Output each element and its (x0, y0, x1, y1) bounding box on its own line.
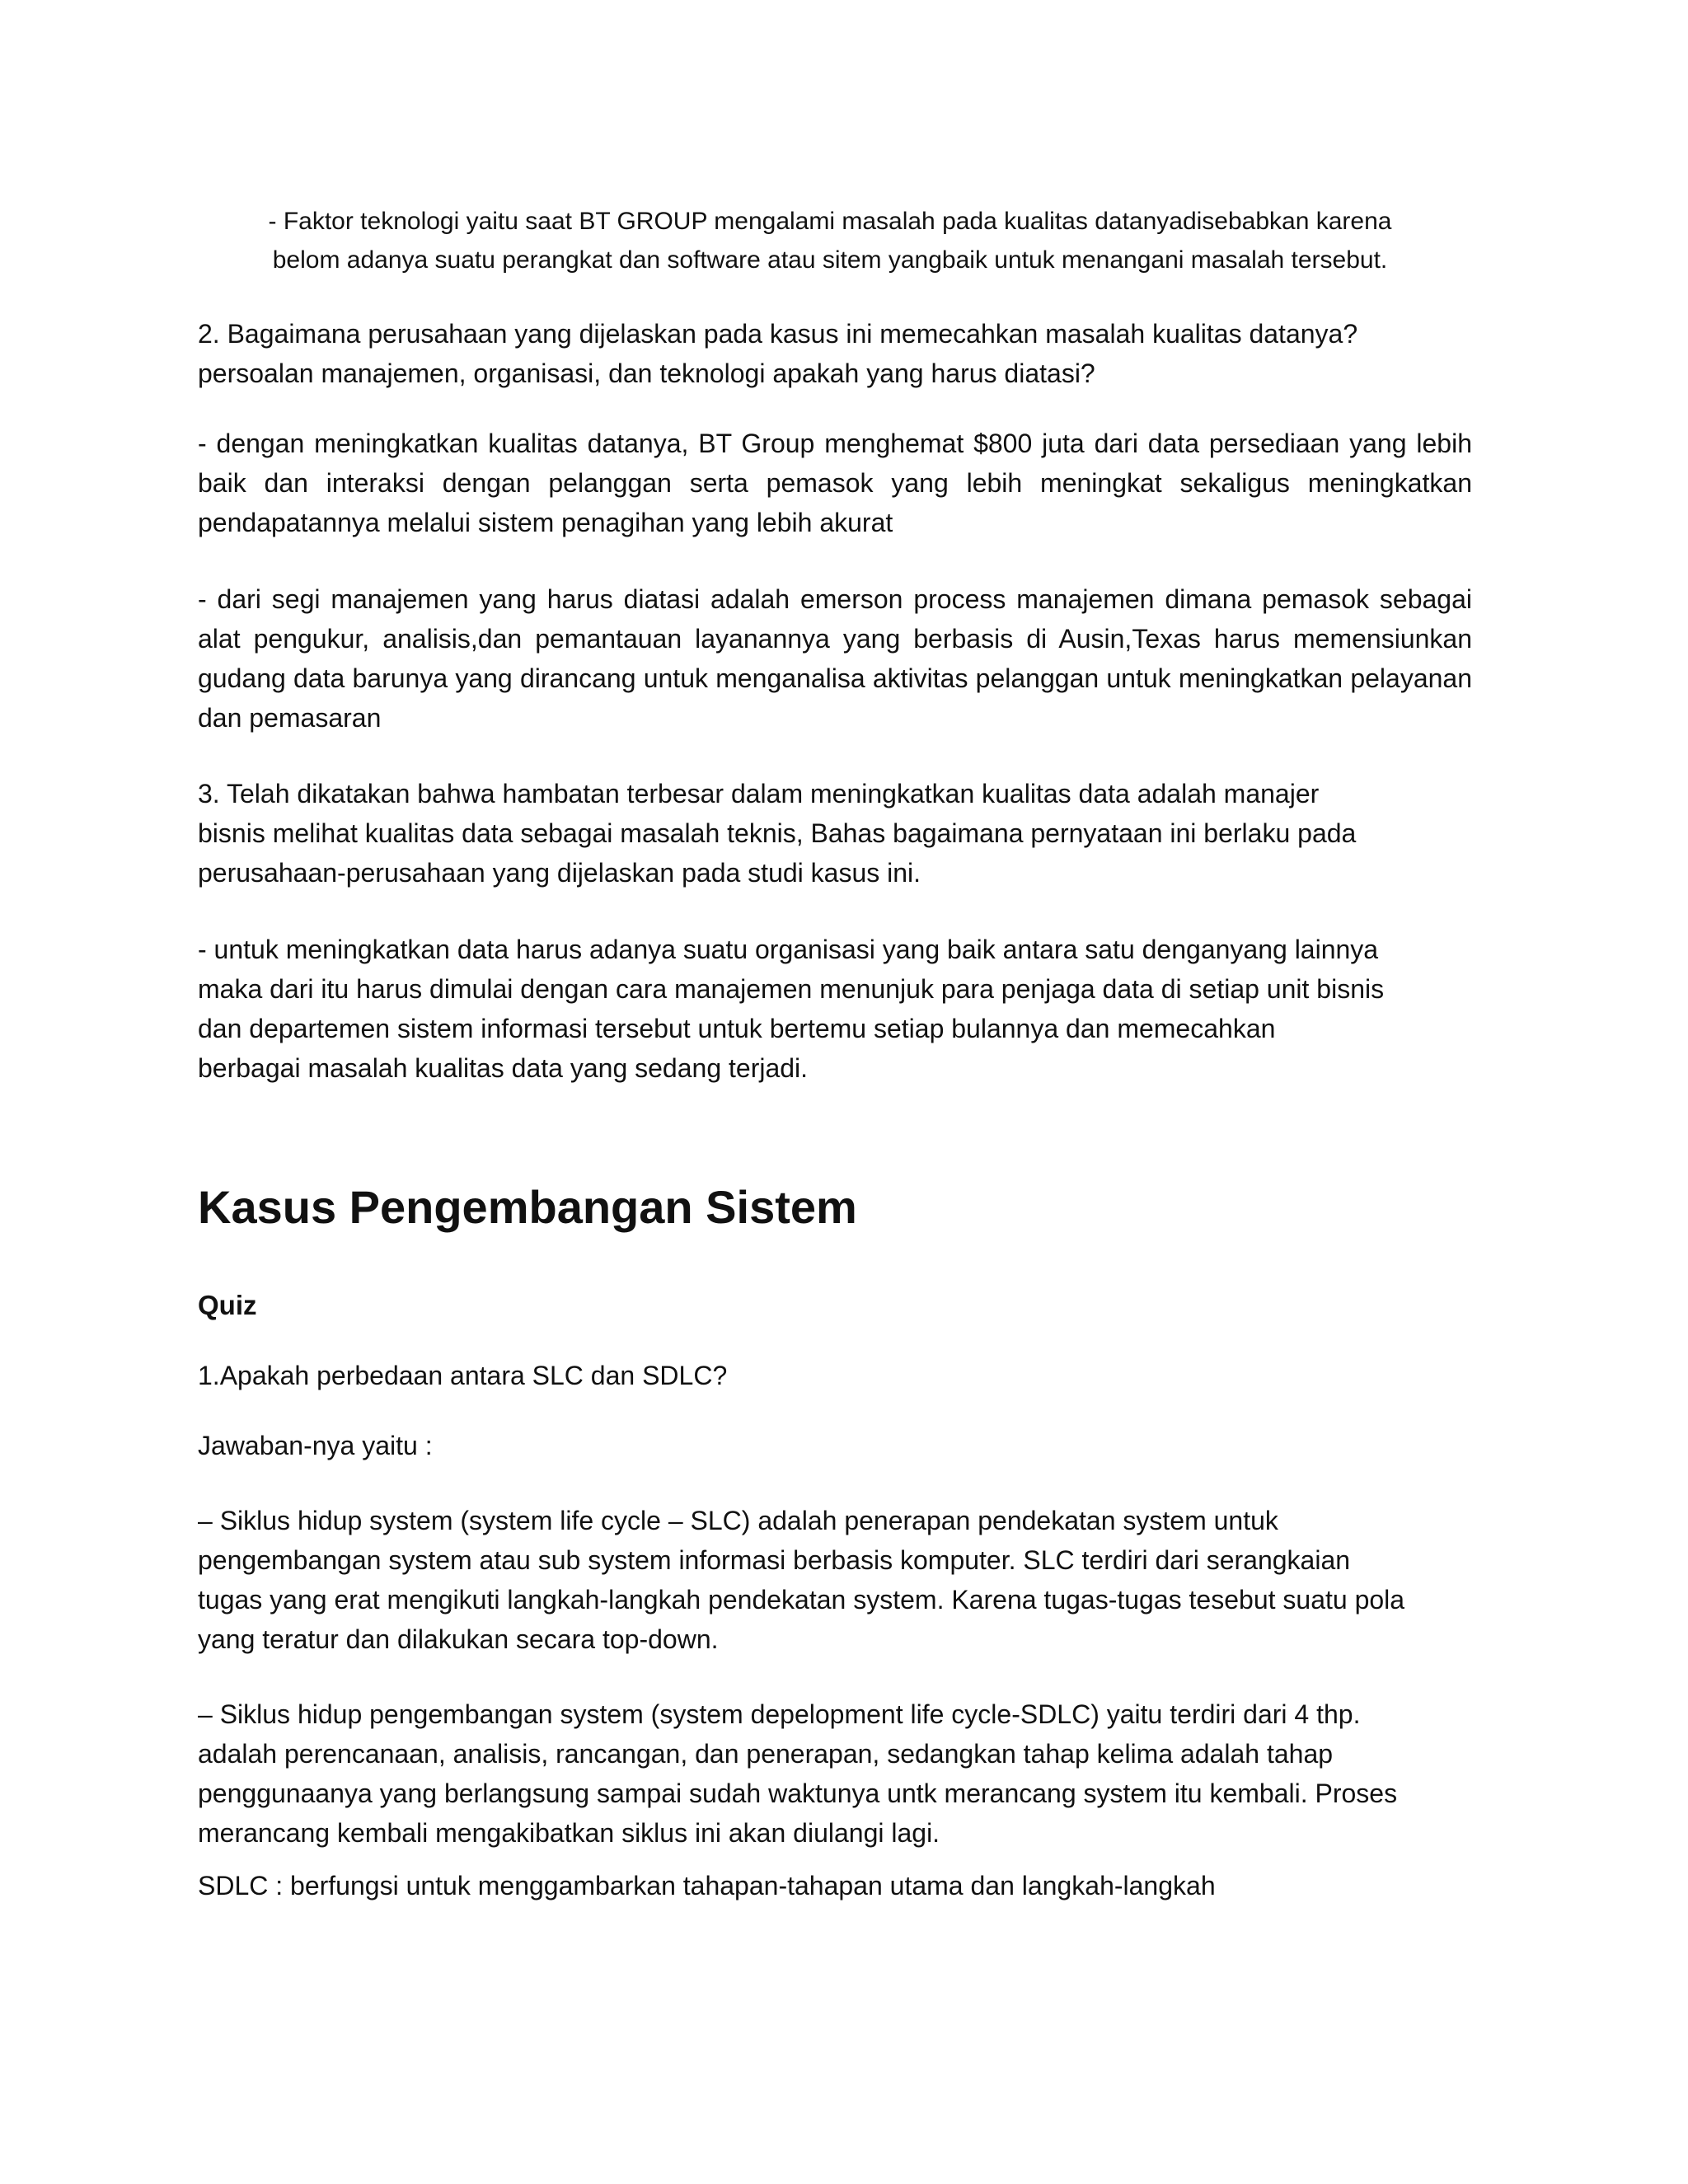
sdlc-paragraph (198, 1694, 1472, 1853)
section-heading: Kasus Pengembangan Sistem (198, 1181, 857, 1233)
intro-paragraph (224, 202, 1436, 279)
question-3-line: 3. Telah dikatakan bahwa hambatan terbesar dalam meningkatkan kualitas data adalah manajer (198, 779, 1320, 808)
answer-label: Jawaban-nya yaitu : (198, 1431, 433, 1460)
answer-3-line: - untuk meningkatkan data harus adanya suatu organisasi yang baik antara satu denganyang lainnya (198, 935, 1379, 964)
answer-3-line: berbagai masalah kualitas data yang sedang terjadi. (198, 1053, 809, 1083)
slc-paragraph (198, 1501, 1472, 1659)
sdlc-line: – Siklus hidup pengembangan system (system depelopment life cycle-SDLC) yaitu terdiri dari 4 thp. (198, 1699, 1361, 1729)
question-3 (198, 774, 1472, 893)
answer-3-line: dan departemen sistem informasi tersebut untuk bertemu setiap bulannya dan memecahkan (198, 1014, 1276, 1043)
answer-3-line: maka dari itu harus dimulai dengan cara manajemen menunjuk para penjaga data di setiap unit bisnis (198, 974, 1385, 1004)
question-2-line: persoalan manajemen, organisasi, dan teknologi apakah yang harus diatasi? (198, 359, 1095, 388)
sdlc-definition: SDLC : berfungsi untuk menggambarkan tahapan-tahapan utama dan langkah-langkah (198, 1871, 1216, 1900)
slc-line: – Siklus hidup system (system life cycle – SLC) adalah penerapan pendekatan system untuk (198, 1506, 1278, 1535)
slc-line: yang teratur dan dilakukan secara top-down. (198, 1624, 719, 1654)
question-2-line: 2. Bagaimana perusahaan yang dijelaskan pada kasus ini memecahkan masalah kualitas datanya? (198, 319, 1358, 349)
answer-2b-paragraph: - dari segi manajemen yang harus diatasi adalah emerson process manajemen dimana pemasok sebagai alat pengukur, analisis,dan pemantauan layanannya yang berbasis di Ausin,Texas harus memensiunkan gudang data barunya yang dirancang untuk menganalisa aktivitas pelanggan untuk meningkatkan pelayanan dan pemasaran (198, 584, 1472, 733)
answer-3-paragraph (198, 930, 1472, 1088)
slc-line: pengembangan system atau sub system informasi berbasis komputer. SLC terdiri dari serangkaian (198, 1545, 1351, 1575)
slc-line: tugas yang erat mengikuti langkah-langkah pendekatan system. Karena tugas-tugas tesebut suatu pola (198, 1585, 1405, 1615)
sdlc-line: penggunaanya yang berlangsung sampai sudah waktunya untk merancang system itu kembali. Proses (198, 1779, 1398, 1808)
intro-line: belom adanya suatu perangkat dan software atau sitem yangbaik untuk menangani masalah tersebut. (272, 246, 1388, 274)
sdlc-line: merancang kembali mengakibatkan siklus ini akan diulangi lagi. (198, 1818, 940, 1848)
question-3-line: perusahaan-perusahaan yang dijelaskan pada studi kasus ini. (198, 858, 921, 888)
quiz-subheading: Quiz (198, 1290, 257, 1320)
intro-line: - Faktor teknologi yaitu saat BT GROUP mengalami masalah pada kualitas datanyadisebabkan karena (268, 208, 1392, 235)
quiz-question-1: 1.Apakah perbedaan antara SLC dan SDLC? (198, 1361, 728, 1390)
question-3-line: bisnis melihat kualitas data sebagai masalah teknis, Bahas bagaimana pernyataan ini berlaku pada (198, 818, 1357, 848)
answer-2a-paragraph: - dengan meningkatkan kualitas datanya, BT Group menghemat $800 juta dari data persediaan yang lebih baik dan interaksi dengan pelanggan serta pemasok yang lebih meningkat sekaligus meningkatkan pendapatannya melalui sistem penagihan yang lebih akurat (198, 429, 1472, 537)
question-2 (198, 314, 1472, 393)
sdlc-line: adalah perencanaan, analisis, rancangan, dan penerapan, sedangkan tahap kelima adalah tahap (198, 1739, 1334, 1769)
